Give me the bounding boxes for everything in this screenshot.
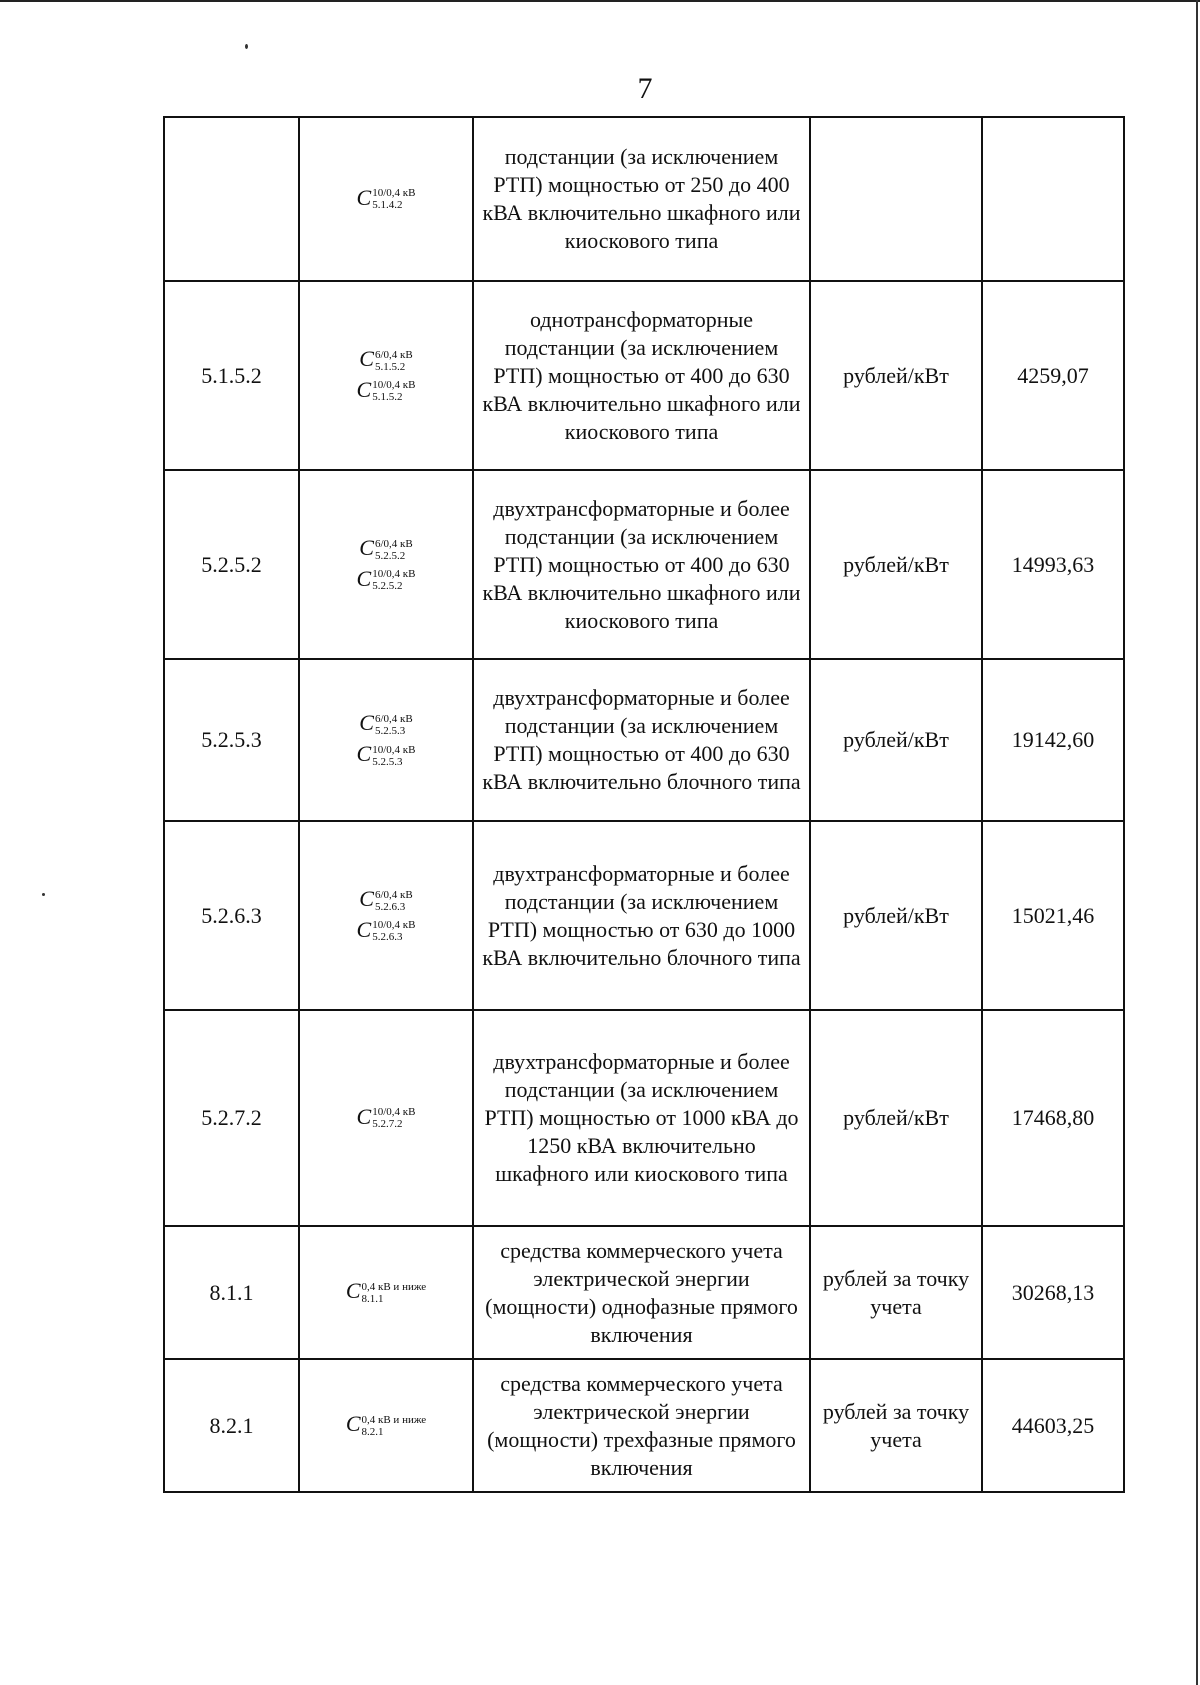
- symbol-stack: [304, 345, 468, 407]
- symbol-superscript: 10/0,4 кВ: [372, 919, 416, 932]
- table-row: [164, 1226, 1124, 1359]
- tariff-symbol: [359, 534, 413, 562]
- symbol-base: C: [359, 534, 374, 560]
- symbol-subscript: 5.2.5.3: [372, 755, 403, 768]
- row-code: 5.2.5.2: [164, 470, 299, 659]
- row-description: средства коммерческого учета электрической энергии (мощности) однофазные прямого включения: [473, 1226, 810, 1359]
- symbol-stack: [304, 184, 468, 215]
- row-description: подстанции (за исключением РТП) мощностью от 250 до 400 кВА включительно шкафного или киоскового типа: [473, 117, 810, 281]
- row-value: [982, 117, 1124, 281]
- symbol-base: C: [359, 885, 374, 911]
- row-symbol: [299, 659, 473, 821]
- row-code: 5.2.7.2: [164, 1010, 299, 1226]
- row-description: двухтрансформаторные и более подстанции (за исключением РТП) мощностью от 1000 кВА до 1250 кВА включительно шкафного или киоскового типа: [473, 1010, 810, 1226]
- tariff-symbol: [356, 1103, 416, 1131]
- symbol-superscript: 6/0,4 кВ: [374, 537, 413, 550]
- symbol-base: C: [356, 376, 372, 402]
- row-symbol: [299, 821, 473, 1010]
- symbol-subscript: 5.2.7.2: [372, 1118, 403, 1131]
- table-row: [164, 821, 1124, 1010]
- symbol-subscript: 8.2.1: [361, 1425, 384, 1438]
- row-code: 8.1.1: [164, 1226, 299, 1359]
- row-description: двухтрансформаторные и более подстанции (за исключением РТП) мощностью от 630 до 1000 кВА включительно блочного типа: [473, 821, 810, 1010]
- symbol-stack: [304, 534, 468, 596]
- row-value: 14993,63: [982, 470, 1124, 659]
- row-unit: рублей за точку учета: [810, 1226, 982, 1359]
- table-row: [164, 1359, 1124, 1492]
- symbol-superscript: 6/0,4 кВ: [374, 888, 413, 901]
- row-unit: рублей/кВт: [810, 1010, 982, 1226]
- table-row: [164, 659, 1124, 821]
- tariff-table: [163, 116, 1125, 1493]
- symbol-stack: [304, 1103, 468, 1134]
- symbol-base: C: [356, 916, 372, 942]
- row-unit: рублей за точку учета: [810, 1359, 982, 1492]
- row-value: 17468,80: [982, 1010, 1124, 1226]
- symbol-stack: [304, 885, 468, 947]
- row-symbol: [299, 470, 473, 659]
- row-value: 15021,46: [982, 821, 1124, 1010]
- row-description: двухтрансформаторные и более подстанции (за исключением РТП) мощностью от 400 до 630 кВА включительно шкафного или киоскового типа: [473, 470, 810, 659]
- symbol-stack: [304, 1410, 468, 1441]
- symbol-stack: [304, 1277, 468, 1308]
- symbol-subscript: 5.1.5.2: [372, 391, 403, 404]
- tariff-symbol: [356, 184, 416, 212]
- scan-edge-right: [1196, 0, 1198, 1685]
- symbol-base: C: [356, 1103, 372, 1129]
- symbol-subscript: 5.2.5.2: [372, 580, 403, 593]
- row-unit: рублей/кВт: [810, 470, 982, 659]
- symbol-superscript: 10/0,4 кВ: [372, 379, 416, 392]
- symbol-base: C: [356, 184, 372, 210]
- row-unit: [810, 117, 982, 281]
- row-unit: рублей/кВт: [810, 659, 982, 821]
- tariff-symbol: [359, 885, 413, 913]
- symbol-subscript: 5.2.5.3: [374, 725, 406, 737]
- scan-speck: [245, 44, 248, 49]
- tariff-symbol: [359, 345, 413, 373]
- row-code: 8.2.1: [164, 1359, 299, 1492]
- symbol-superscript: 10/0,4 кВ: [372, 1106, 416, 1119]
- row-symbol: [299, 1010, 473, 1226]
- row-unit: рублей/кВт: [810, 821, 982, 1010]
- tariff-symbol: [356, 376, 416, 404]
- symbol-superscript: 10/0,4 кВ: [372, 187, 416, 200]
- symbol-superscript: 10/0,4 кВ: [372, 743, 416, 756]
- symbol-base: C: [359, 710, 374, 736]
- symbol-subscript: 8.1.1: [361, 1292, 384, 1305]
- row-symbol: [299, 1359, 473, 1492]
- symbol-subscript: 5.1.5.2: [374, 360, 406, 373]
- row-value: 44603,25: [982, 1359, 1124, 1492]
- row-code: [164, 117, 299, 281]
- row-description: средства коммерческого учета электрической энергии (мощности) трехфазные прямого включения: [473, 1359, 810, 1492]
- page-number: 7: [637, 72, 653, 105]
- symbol-superscript: 0,4 кВ и ниже: [361, 1280, 427, 1293]
- table-row: [164, 281, 1124, 470]
- symbol-stack: [304, 709, 468, 771]
- tariff-symbol: [346, 1280, 426, 1305]
- row-description: двухтрансформаторные и более подстанции (за исключением РТП) мощностью от 400 до 630 кВА включительно блочного типа: [473, 659, 810, 821]
- row-value: 19142,60: [982, 659, 1124, 821]
- row-code: 5.1.5.2: [164, 281, 299, 470]
- symbol-superscript: 6/0,4 кВ: [374, 348, 413, 361]
- table-row: [164, 117, 1124, 281]
- row-unit: рублей/кВт: [810, 281, 982, 470]
- tariff-symbol: [359, 712, 412, 737]
- symbol-subscript: 5.2.6.3: [374, 900, 406, 913]
- row-code: 5.2.6.3: [164, 821, 299, 1010]
- symbol-subscript: 5.1.4.2: [372, 199, 403, 212]
- symbol-base: C: [359, 345, 374, 371]
- table-row: [164, 470, 1124, 659]
- tariff-symbol: [356, 916, 416, 944]
- row-code: 5.2.5.3: [164, 659, 299, 821]
- table-row: [164, 1010, 1124, 1226]
- tariff-symbol: [346, 1413, 426, 1438]
- row-symbol: [299, 281, 473, 470]
- symbol-base: C: [345, 1278, 361, 1304]
- row-value: 4259,07: [982, 281, 1124, 470]
- symbol-base: C: [356, 565, 372, 591]
- row-symbol: [299, 1226, 473, 1359]
- scan-speck: [42, 893, 45, 896]
- row-symbol: [299, 117, 473, 281]
- symbol-base: C: [356, 741, 372, 766]
- symbol-superscript: 0,4 кВ и ниже: [361, 1413, 427, 1426]
- symbol-superscript: 10/0,4 кВ: [372, 568, 416, 581]
- tariff-symbol: [357, 743, 416, 768]
- symbol-superscript: 6/0,4 кВ: [374, 713, 413, 725]
- row-value: 30268,13: [982, 1226, 1124, 1359]
- row-description: однотрансформаторные подстанции (за исключением РТП) мощностью от 400 до 630 кВА включительно шкафного или киоскового типа: [473, 281, 810, 470]
- scan-edge-top: [0, 0, 1200, 2]
- symbol-base: C: [345, 1411, 361, 1437]
- symbol-subscript: 5.2.6.3: [372, 931, 403, 944]
- tariff-symbol: [356, 565, 416, 593]
- symbol-subscript: 5.2.5.2: [374, 549, 406, 562]
